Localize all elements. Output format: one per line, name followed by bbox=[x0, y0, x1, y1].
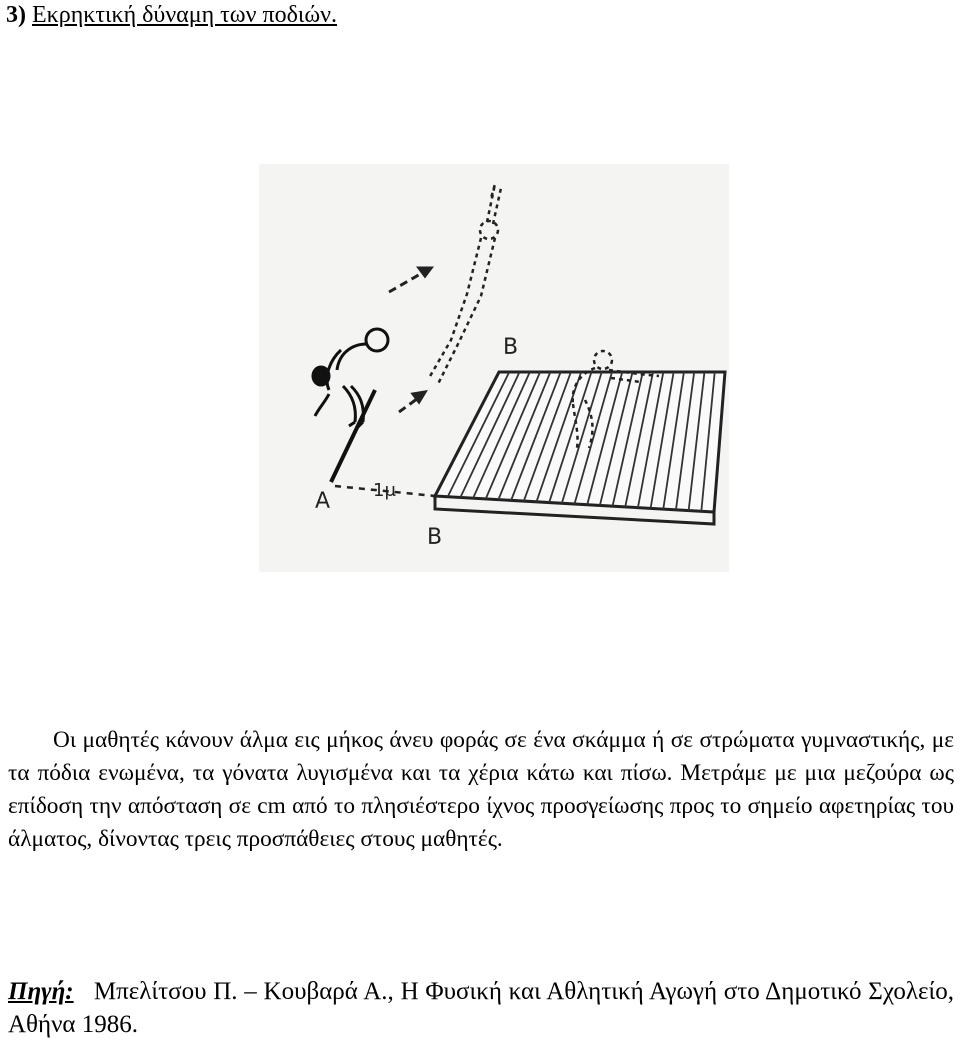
source-label: Πηγή: bbox=[8, 978, 74, 1005]
distance-label: 1μ bbox=[373, 480, 396, 501]
label-a: Α bbox=[315, 489, 331, 514]
section-title: Εκρηκτική δύναμη των ποδιών. bbox=[32, 2, 337, 28]
section-heading bbox=[6, 0, 337, 30]
label-b-bottom: Β bbox=[427, 525, 443, 550]
source-text: Μπελίτσου Π. – Κουβαρά Α., Η Φυσική και Αθλητική Αγωγή στο Δημοτικό Σχολείο, Αθήνα 1986. bbox=[8, 978, 954, 1038]
label-b-top: Β bbox=[503, 335, 519, 360]
mat-drawing bbox=[435, 372, 725, 524]
flying-jumper-figure bbox=[429, 184, 501, 386]
test-description-paragraph: Οι μαθητές κάνουν άλμα εις μήκος άνευ φοράς σε ένα σκάμμα ή σε στρώματα γυμναστικής, με τα πόδια ενωμένα, τα γόνατα λυγισμένα και τα χέρια κάτω και πίσω. Μετράμε με μια μεζούρα ως επίδοση την απόσταση σε cm από το πλησιέστερο ίχνος προσγείωσης προς το σημείο αφετηρίας του άλματος, δίνοντας τρεις προσπάθειες στους μαθητές. bbox=[8, 727, 954, 852]
jump-direction-arrows bbox=[389, 268, 431, 412]
source-citation bbox=[8, 975, 954, 1041]
section-number: 3) bbox=[6, 2, 26, 28]
standing-long-jump-illustration bbox=[259, 164, 729, 572]
crouching-jumper-figure bbox=[313, 329, 388, 428]
